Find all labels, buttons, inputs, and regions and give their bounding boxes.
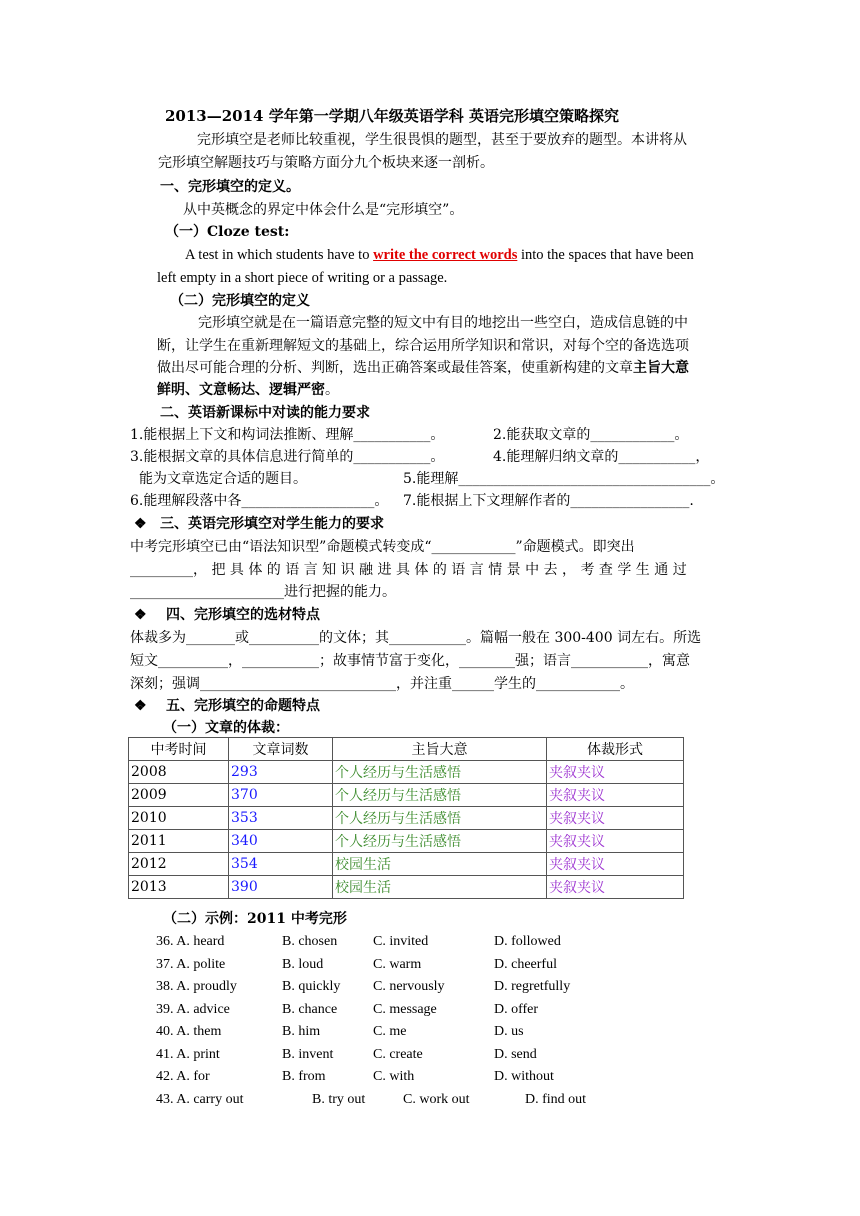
section-4-heading (134, 605, 320, 625)
q37-d: D. cheerful (494, 957, 557, 972)
q39-b: B. chance (282, 1002, 338, 1017)
table-row (129, 807, 684, 830)
req-4-cont: 能为文章选定合适的题目。 (139, 471, 307, 487)
req-4: 4.能理解归纳文章的___________， (493, 449, 710, 465)
definition-para-1: 完形填空就是在一篇语意完整的短文中有目的地挖出一些空白，造成信息链的中 (198, 315, 688, 331)
q41-b: B. invent (282, 1047, 334, 1062)
q42-c: C. with (373, 1069, 415, 1084)
q39-c: C. message (373, 1002, 437, 1017)
topic-cell: 个人经历与生活感悟 (333, 761, 547, 784)
q37-b: B. loud (282, 957, 324, 972)
req-1: 1.能根据上下文和构词法推断、理解___________。 (130, 427, 445, 443)
table-row (129, 784, 684, 807)
definition-text-end: into the spaces that have been (517, 247, 694, 263)
definition-text: A test in which students have to (185, 247, 374, 263)
word-count-cell: 354 (229, 853, 333, 876)
diamond-bullet-icon: ❖ (134, 516, 147, 532)
q43-d: D. find out (525, 1092, 587, 1107)
table-row (129, 876, 684, 899)
section-3-title: 三、英语完形填空对学生能力的要求 (160, 516, 384, 532)
q41-d: D. send (494, 1047, 537, 1062)
genre-cell: 夹叙夹议 (547, 807, 684, 830)
section-5-heading (134, 696, 320, 716)
section-4-title: 四、完形填空的选材特点 (166, 607, 320, 623)
sub-heading-example (163, 909, 347, 929)
section-3-line-3: ______________________进行把握的能力。 (130, 584, 396, 600)
topic-cell: 校园生活 (333, 853, 547, 876)
definition-para-4 (157, 380, 339, 400)
definition-para-2: 断，让学生在重新理解短文的基础上，综合运用所学知识和常识，对每个空的备选选项 (157, 338, 689, 354)
sub-heading-definition: （二）完形填空的定义 (170, 293, 310, 309)
req-5: 5.能理解____________________________________。 (403, 471, 725, 487)
definition-para-3 (157, 358, 689, 378)
q42-d: D. without (494, 1069, 554, 1084)
topic-cell: 个人经历与生活感悟 (333, 784, 547, 807)
sub-heading-prefix: （一） (165, 224, 207, 240)
q38-b: B. quickly (282, 979, 341, 994)
genre-cell: 夹叙夹议 (547, 853, 684, 876)
req-7: 7.能根据上下文理解作者的_________________. (403, 493, 694, 509)
topic-cell: 个人经历与生活感悟 (333, 830, 547, 853)
q36-a: 36. A. heard (156, 934, 225, 949)
topic-cell: 校园生活 (333, 876, 547, 899)
example-prefix: （二）示例： (163, 911, 247, 927)
diamond-bullet-icon: ❖ (134, 607, 147, 623)
year-cell: 2009 (129, 784, 229, 807)
word-count-cell: 340 (229, 830, 333, 853)
section-3-line-2: _________， 把 具 体 的 语 言 知 识 融 进 具 体 的 语 言 情 景 中 去 ， 考 查 学 生 通 过 (130, 562, 687, 578)
table-row (129, 830, 684, 853)
section-3-heading (134, 514, 384, 534)
cloze-definition-line-2: left empty in a short piece of writing or a passage. (157, 270, 448, 286)
q43-a: 43. A. carry out (156, 1092, 244, 1107)
sub-heading-title: Cloze test: (207, 224, 290, 240)
intro-line-2: 完形填空解题技巧与策略方面分九个板块来逐一剖析。 (158, 155, 494, 171)
q38-d: D. regretfully (494, 979, 571, 994)
year-cell: 2011 (129, 830, 229, 853)
year-cell: 2010 (129, 807, 229, 830)
year-cell: 2008 (129, 761, 229, 784)
topic-cell: 个人经历与生活感悟 (333, 807, 547, 830)
q38-c: C. nervously (373, 979, 445, 994)
section-4-line-1: 体裁多为_______或__________的文体；其___________。篇幅一般在 300-400 词左右。所选 (130, 630, 702, 646)
q40-c: C. me (373, 1024, 407, 1039)
genre-cell: 夹叙夹议 (547, 761, 684, 784)
sub-heading-cloze (165, 222, 289, 242)
document-title: 2013—2014 学年第一学期八年级英语学科 英语完形填空策略探究 (165, 107, 619, 125)
word-count-cell: 353 (229, 807, 333, 830)
q36-b: B. chosen (282, 934, 338, 949)
column-header: 中考时间 (129, 738, 229, 761)
q43-c: C. work out (403, 1092, 470, 1107)
diamond-bullet-icon: ❖ (134, 698, 147, 714)
highlight-phrase: write the correct words (373, 247, 518, 263)
req-3: 3.能根据文章的具体信息进行简单的___________。 (130, 449, 445, 465)
q39-d: D. offer (494, 1002, 539, 1017)
definition-period: 。 (325, 382, 339, 398)
column-header: 体裁形式 (547, 738, 684, 761)
q43-b: B. try out (312, 1092, 366, 1107)
column-header: 文章词数 (229, 738, 333, 761)
definition-para-3-text: 做出尽可能合理的分析、判断，选出正确答案或最佳答案，使重新构建的文章 (157, 360, 633, 376)
column-header: 主旨大意 (333, 738, 547, 761)
q36-d: D. followed (494, 934, 561, 949)
table-header-row (129, 738, 684, 761)
q42-a: 42. A. for (156, 1069, 210, 1084)
q39-a: 39. A. advice (156, 1002, 230, 1017)
example-title: 2011 中考完形 (247, 911, 347, 927)
word-count-cell: 293 (229, 761, 333, 784)
req-6: 6.能理解段落中各___________________。 (130, 493, 389, 509)
section-3-line-1: 中考完形填空已由“语法知识型”命题模式转变成“____________”命题模式。即突出 (130, 539, 635, 555)
section-1-line: 从中英概念的界定中体会什么是“完形填空”。 (183, 202, 464, 218)
cloze-definition-line-1 (185, 245, 694, 265)
q36-c: C. invited (373, 934, 429, 949)
section-2-heading: 二、英语新课标中对读的能力要求 (160, 405, 370, 421)
intro-line-1: 完形填空是老师比较重视，学生很畏惧的题型，甚至于要放弃的题型。本讲将从 (197, 132, 687, 148)
section-5-title: 五、完形填空的命题特点 (166, 698, 320, 714)
section-4-line-3: 深刻；强调____________________________，并注重______学生的____________。 (130, 676, 634, 692)
exam-genre-table (128, 737, 684, 899)
word-count-cell: 390 (229, 876, 333, 899)
q40-d: D. us (494, 1024, 524, 1039)
q40-a: 40. A. them (156, 1024, 222, 1039)
q37-a: 37. A. polite (156, 957, 226, 972)
section-4-line-2: 短文__________，___________；故事情节富于变化，________强；语言___________，寓意 (130, 653, 690, 669)
q37-c: C. warm (373, 957, 422, 972)
genre-cell: 夹叙夹议 (547, 784, 684, 807)
genre-cell: 夹叙夹议 (547, 830, 684, 853)
sub-heading-genre: （一）文章的体裁： (163, 720, 289, 736)
req-2: 2.能获取文章的____________。 (493, 427, 689, 443)
year-cell: 2013 (129, 876, 229, 899)
section-1-heading: 一、完形填空的定义。 (160, 179, 300, 195)
year-cell: 2012 (129, 853, 229, 876)
word-count-cell: 370 (229, 784, 333, 807)
definition-bold-2: 鲜明、文意畅达、逻辑严密 (157, 382, 325, 398)
q38-a: 38. A. proudly (156, 979, 237, 994)
table-row (129, 761, 684, 784)
definition-bold-1: 主旨大意 (633, 360, 689, 376)
q41-c: C. create (373, 1047, 423, 1062)
q40-b: B. him (282, 1024, 321, 1039)
q41-a: 41. A. print (156, 1047, 220, 1062)
q42-b: B. from (282, 1069, 326, 1084)
genre-cell: 夹叙夹议 (547, 876, 684, 899)
table-row (129, 853, 684, 876)
